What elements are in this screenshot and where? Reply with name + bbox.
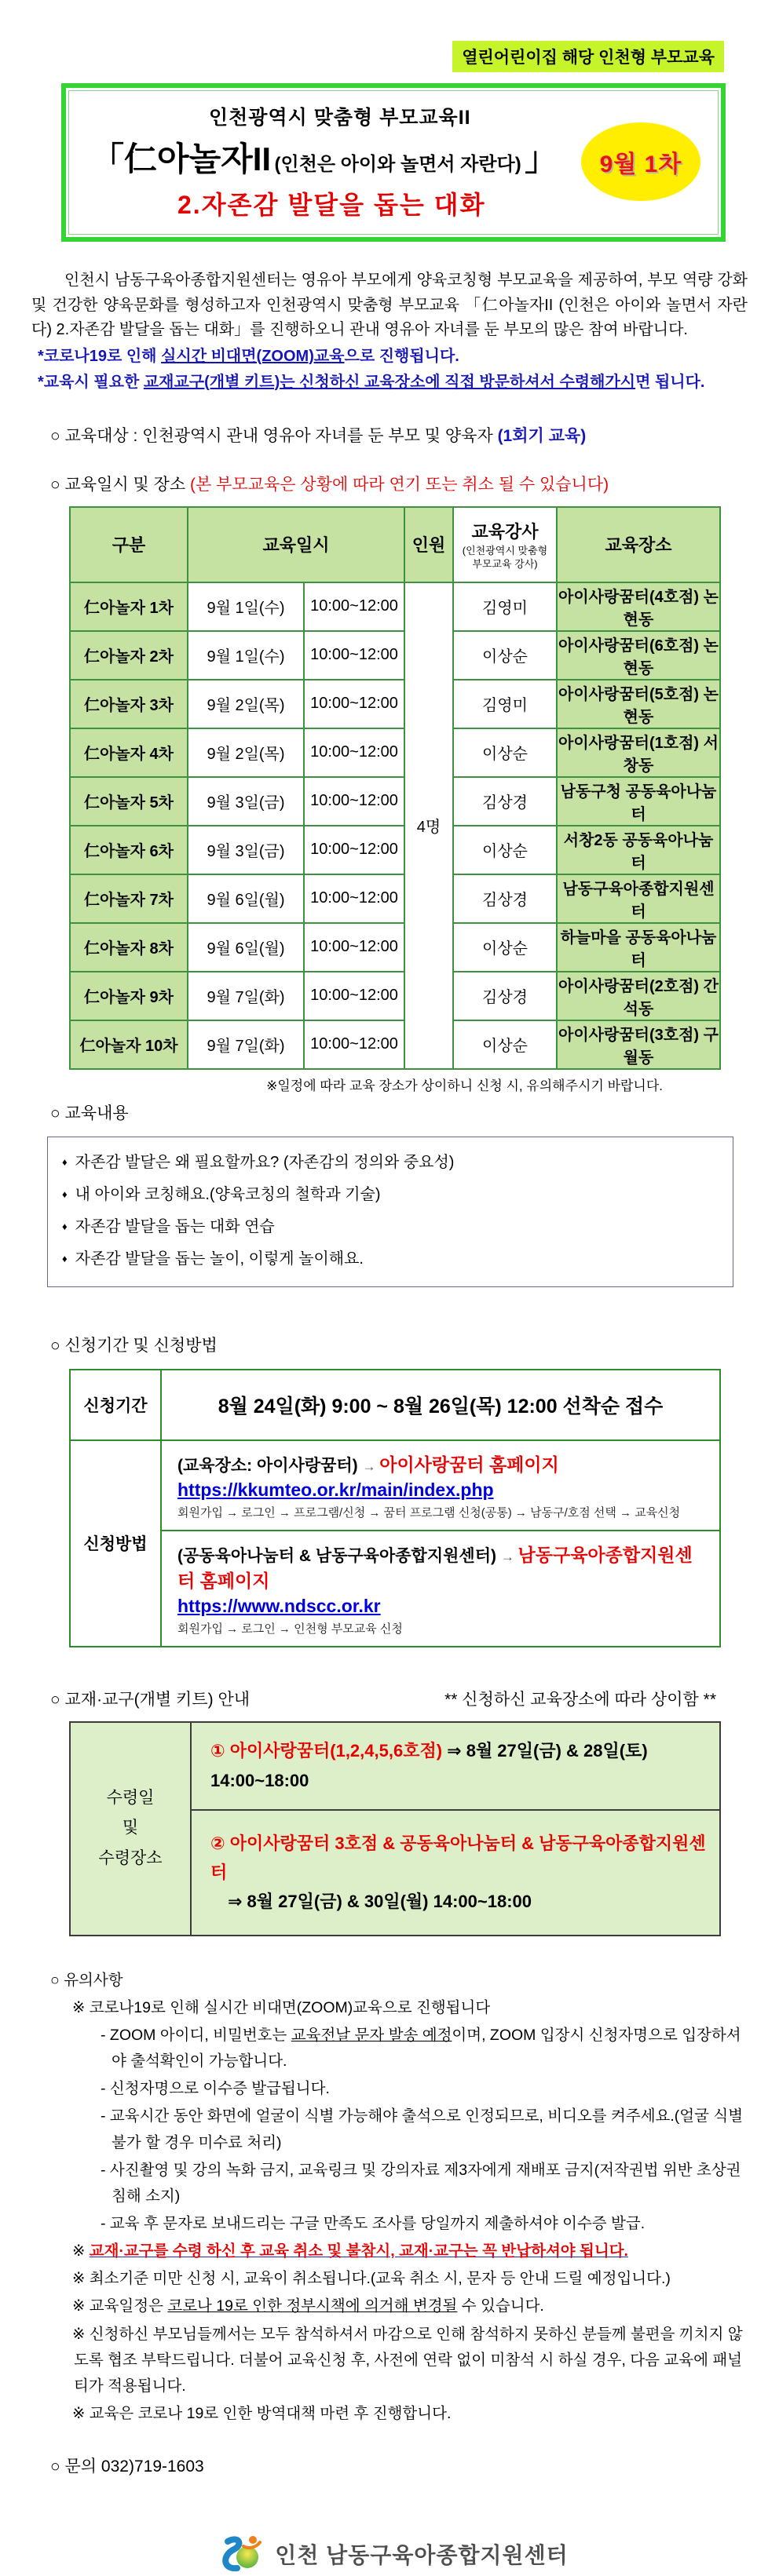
note-return-kit-text: 교재·교구를 수령 하신 후 교육 취소 및 불참시, 교재·교구는 꼭 반납하셔야 됩니다. <box>89 2242 628 2260</box>
schedule-row <box>70 874 720 923</box>
kit-heading-note: ** 신청하신 교육장소에 따라 상이함 ** <box>444 1690 716 1709</box>
place-cell: 아이사랑꿈터(3호점) 구월동 <box>557 1020 720 1069</box>
people-cell: 4명 <box>404 582 453 1069</box>
teacher-cell: 이상순 <box>453 728 557 777</box>
schedule-row <box>70 923 720 972</box>
content-item-text: 내 아이와 코칭해요.(양육코칭의 철학과 기술) <box>75 1185 381 1203</box>
place-cell: 아이사랑꿈터(4호점) 논현동 <box>557 582 720 631</box>
apply-heading: ○ 신청기간 및 신청방법 <box>50 1336 218 1355</box>
time-cell: 10:00~12:00 <box>304 972 404 1020</box>
date-cell: 9월 1일(수) <box>188 582 304 631</box>
note-subitem-post: 이며, ZOOM 입장시 신청자명으로 입장하셔야 출석확인이 가능합니다. <box>112 2027 741 2071</box>
method-2-line <box>177 1541 707 1593</box>
schedule-footnote: ※일정에 따라 교육 장소가 상이하니 신청 시, 유의해주시기 바랍니다. <box>266 1078 663 1093</box>
schedule-heading <box>50 472 748 495</box>
col-gubun: 구분 <box>70 507 188 582</box>
schedule-row <box>70 680 720 728</box>
schedule-row <box>70 582 720 631</box>
zoom-notice-prefix: *코로나19로 인해 <box>38 347 162 365</box>
session-cell: 仁아놀자 2차 <box>70 631 188 680</box>
time-cell: 10:00~12:00 <box>304 631 404 680</box>
time-cell: 10:00~12:00 <box>304 874 404 923</box>
date-cell: 9월 6일(월) <box>188 923 304 972</box>
note-subitem: - 사진촬영 및 강의 녹화 금지, 교육링크 및 강의자료 제3자에게 재배포 금지(저작권법 위반 초상권 침해 소지) <box>101 2161 741 2205</box>
place-cell: 남동구육아종합지원센터 <box>557 874 720 923</box>
kit-row-1-black: ⇒ 8월 27일(금) & 28일(토) 14:00~18:00 <box>210 1741 648 1790</box>
program-title <box>91 133 569 181</box>
session-cell: 仁아놀자 9차 <box>70 972 188 1020</box>
note-item-return-kit <box>50 2238 748 2264</box>
kit-heading: ○ 교재·교구(개별 키트) 안내 <box>50 1690 251 1709</box>
kit-row-1 <box>70 1722 720 1810</box>
kit-row-2-red: ② 아이사랑꿈터 3호점 & 공동육아나눔터 & 남동구육아종합지원센터 <box>210 1833 706 1883</box>
kit-row-2-black: ⇒ 8월 27일(금) & 30일(월) 14:00~18:00 <box>228 1892 532 1912</box>
content-item <box>62 1147 719 1179</box>
footer-org-name: 인천 남동구육아종합지원센터 <box>275 2543 569 2568</box>
notes-heading: ○ 유의사항 <box>50 1971 123 1989</box>
place-cell: 하늘마을 공동육아나눔터 <box>557 923 720 972</box>
place-cell: 아이사랑꿈터(2호점) 간석동 <box>557 972 720 1020</box>
content-item-text: 자존감 발달을 돕는 놀이, 이렇게 놀이해요. <box>75 1250 364 1268</box>
arrow-icon: → <box>500 1549 518 1564</box>
place-cell: 아이사랑꿈터(6호점) 논현동 <box>557 631 720 680</box>
teacher-cell: 김상경 <box>453 874 557 923</box>
method-2-cell <box>161 1531 720 1647</box>
schedule-row <box>70 728 720 777</box>
note-item-underline: 코로나 19로 인한 정부시책에 의거해 변경될 <box>167 2297 458 2315</box>
kit-notice-underline: 교재교구(개별 키트)는 신청하신 교육장소에 직접 방문하셔서 수령해가시 <box>143 373 636 391</box>
bullet-icon: ♦ <box>62 1188 68 1200</box>
col-teacher-sub1: (인천광역시 맞춤형 <box>462 544 548 556</box>
month-badge-label: 9월 1차 <box>599 151 682 177</box>
note-subitem: - 교육시간 동안 화면에 얼굴이 식별 가능해야 출석으로 인정되므로, 비디오를 켜주세요.(얼굴 식별 불가 할 경우 미수료 처리) <box>101 2107 744 2151</box>
teacher-cell: 이상순 <box>453 1020 557 1069</box>
schedule-heading-note: (본 부모교육은 상황에 따라 연기 또는 취소 될 수 있습니다) <box>190 475 609 494</box>
teacher-cell: 김영미 <box>453 582 557 631</box>
notes-section <box>50 1968 748 2427</box>
method-1-prefix: (교육장소: 아이사랑꿈터) <box>177 1456 363 1475</box>
kit-notice-prefix: *교육시 필요한 <box>38 373 144 391</box>
note-subitem-pre: - ZOOM 아이디, 비밀번호는 <box>101 2027 291 2045</box>
bullet-icon: ♦ <box>62 1155 68 1168</box>
method-label: 신청방법 <box>70 1440 161 1647</box>
time-cell: 10:00~12:00 <box>304 680 404 728</box>
session-cell: 仁아놀자 6차 <box>70 826 188 874</box>
kit-table <box>69 1721 721 1936</box>
program-title-paren: (인천은 아이와 놀면서 자란다) <box>274 154 521 175</box>
teacher-cell: 김상경 <box>453 972 557 1020</box>
banner-label: 열린어린이집 해당 인천형 부모교육 <box>452 41 724 72</box>
session-topic: 2.자존감 발달을 돕는 대화 <box>177 191 486 219</box>
schedule-heading-text: ○ 교육일시 및 장소 <box>50 475 191 494</box>
kit-heading-row <box>50 1687 748 1710</box>
teacher-cell: 김영미 <box>453 680 557 728</box>
target-text: ○ 교육대상 : 인천광역시 관내 영유아 자녀를 둔 부모 및 양육자 <box>50 426 498 445</box>
teacher-cell: 이상순 <box>453 826 557 874</box>
date-cell: 9월 2일(목) <box>188 728 304 777</box>
apply-method-row-2 <box>70 1531 720 1647</box>
col-teacher-main: 교육강사 <box>471 521 539 542</box>
zoom-notice <box>38 345 748 369</box>
date-cell: 9월 3일(금) <box>188 777 304 826</box>
kit-row-2-cell <box>191 1810 720 1936</box>
kit-notice-suffix: 면 됩니다. <box>635 373 705 391</box>
kit-label-line: 수령일 <box>106 1788 155 1807</box>
note-subitem-underline: 교육전날 문자 발송 예정 <box>291 2027 452 2045</box>
method-1-steps: 회원가입 → 로그인 → 프로그램/신청 → 꿈터 프로그램 신청(공통) → 남동구/호점 선택 → 교육신청 <box>177 1505 681 1520</box>
schedule-row <box>70 631 720 680</box>
bullet-icon: ♦ <box>62 1220 68 1232</box>
kit-label-line: 수령장소 <box>98 1849 163 1868</box>
session-cell: 仁아놀자 7차 <box>70 874 188 923</box>
note-item: ※ 최소기준 미만 신청 시, 교육이 취소됩니다.(교육 취소 시, 문자 등 안내 드릴 예정입니다.) <box>72 2270 671 2288</box>
month-badge <box>581 122 700 201</box>
content-item <box>62 1243 719 1275</box>
col-datetime: 교육일시 <box>188 507 404 582</box>
bullet-icon: ♦ <box>62 1252 68 1264</box>
time-cell: 10:00~12:00 <box>304 923 404 972</box>
time-cell: 10:00~12:00 <box>304 777 404 826</box>
note-item: ※ 교육은 코로나 19로 인한 방역대책 마련 후 진행합니다. <box>72 2405 452 2423</box>
col-place: 교육장소 <box>557 507 720 582</box>
kit-label-line: 및 <box>122 1819 139 1837</box>
method-1-cell <box>161 1440 720 1531</box>
period-value: 8월 24일(화) 9:00 ~ 8월 26일(목) 12:00 선착순 접수 <box>161 1370 720 1440</box>
zoom-notice-underline: 실시간 비대면(ZOOM)교육 <box>161 347 345 365</box>
kkumteo-link[interactable]: https://kkumteo.or.kr/main/index.php <box>177 1479 494 1500</box>
method-2-steps: 회원가입 → 로그인 → 인천형 부모교육 신청 <box>177 1622 403 1636</box>
title-box <box>61 83 726 242</box>
content-item <box>62 1211 719 1243</box>
ndscc-link[interactable]: https://www.ndscc.or.kr <box>177 1595 381 1616</box>
place-cell: 아이사랑꿈터(1호점) 서창동 <box>557 728 720 777</box>
time-cell: 10:00~12:00 <box>304 728 404 777</box>
date-cell: 9월 3일(금) <box>188 826 304 874</box>
contact-line: ○ 문의 032)719-1603 <box>50 2457 204 2476</box>
schedule-header-row <box>70 507 720 582</box>
note-subitem <box>50 2023 748 2074</box>
period-label: 신청기간 <box>70 1370 161 1440</box>
session-cell: 仁아놀자 8차 <box>70 923 188 972</box>
arrow-icon: → <box>362 1458 380 1474</box>
note-subitem: - 신청자명으로 이수증 발급됩니다. <box>101 2080 330 2098</box>
note-item-pre: ※ 교육일정은 <box>72 2297 168 2315</box>
method-1-site: 아이사랑꿈터 홈페이지 <box>379 1454 559 1475</box>
note-item <box>50 2293 748 2319</box>
schedule-row <box>70 972 720 1020</box>
apply-period-row <box>70 1370 720 1440</box>
place-cell: 아이사랑꿈터(5호점) 논현동 <box>557 680 720 728</box>
kit-row-1-red: ① 아이사랑꿈터(1,2,4,5,6호점) <box>210 1741 443 1761</box>
session-cell: 仁아놀자 4차 <box>70 728 188 777</box>
kit-notice <box>38 370 748 395</box>
session-cell: 仁아놀자 1차 <box>70 582 188 631</box>
place-cell: 서창2동 공동육아나눔터 <box>557 826 720 874</box>
kit-label <box>70 1722 191 1936</box>
intro-text: 인천시 남동구육아종합지원센터는 영유아 부모에게 양육코칭형 부모교육을 제공하여, 부모 역량 강화 및 건강한 양육문화를 형성하고자 인천광역시 맞춤형 부모교육 「仁아놀자II (인천은 아이와 놀면서 자란다) 2.자존감 발달을 돕는 대화」를 진행하오니 관내 영유아 자녀를 둔 부모의 많은 참여 바랍니다. <box>31 272 748 339</box>
teacher-cell: 이상순 <box>453 631 557 680</box>
place-cell: 남동구청 공동육아나눔터 <box>557 777 720 826</box>
target-highlight: (1회기 교육) <box>497 426 587 445</box>
teacher-cell: 김상경 <box>453 777 557 826</box>
time-cell: 10:00~12:00 <box>304 826 404 874</box>
target-line <box>50 423 748 447</box>
content-item <box>62 1179 719 1211</box>
footer <box>0 2532 779 2576</box>
schedule-row <box>70 777 720 826</box>
session-cell: 仁아놀자 10차 <box>70 1020 188 1069</box>
note-subitem: - 교육 후 문자로 보내드리는 구글 만족도 조사를 당일까지 제출하셔야 이수증 발급. <box>101 2215 646 2233</box>
teacher-cell: 이상순 <box>453 923 557 972</box>
program-subtitle: 인천광역시 맞춤형 부모교육II <box>209 107 471 129</box>
apply-method-row-1 <box>70 1440 720 1531</box>
center-logo-icon <box>210 2532 267 2576</box>
col-people: 인원 <box>404 507 453 582</box>
method-1-line <box>177 1450 707 1476</box>
date-cell: 9월 6일(월) <box>188 874 304 923</box>
program-title-close: 」 <box>525 140 558 177</box>
schedule-row <box>70 1020 720 1069</box>
intro-paragraph <box>31 268 748 343</box>
program-title-main: 「仁아놀자II <box>91 140 272 177</box>
content-box <box>47 1137 733 1287</box>
zoom-notice-suffix: 으로 진행됩니다. <box>344 347 459 365</box>
note-item: ※ 신청하신 부모님들께서는 모두 참석하셔서 마감으로 인해 참석하지 못하신 분들께 불편을 끼치지 않도록 협조 부탁드립니다. 더불어 교육신청 후, 사전에 연락 없이 미참석 시 하실 경우, 다음 교육에 패널티가 적용됩니다. <box>72 2325 743 2395</box>
banner-row <box>0 0 779 72</box>
session-cell: 仁아놀자 5차 <box>70 777 188 826</box>
content-item-text: 자존감 발달은 왜 필요할까요? (자존감의 정의와 중요성) <box>75 1153 455 1171</box>
apply-table <box>69 1369 721 1647</box>
session-cell: 仁아놀자 3차 <box>70 680 188 728</box>
schedule-table <box>69 506 721 1070</box>
content-heading: ○ 교육내용 <box>50 1104 129 1122</box>
date-cell: 9월 1일(수) <box>188 631 304 680</box>
note-item-post: 수 있습니다. <box>457 2297 544 2315</box>
date-cell: 9월 7일(화) <box>188 972 304 1020</box>
time-cell: 10:00~12:00 <box>304 1020 404 1069</box>
kit-row-1-cell <box>191 1722 720 1810</box>
schedule-row <box>70 826 720 874</box>
date-cell: 9월 2일(목) <box>188 680 304 728</box>
date-cell: 9월 7일(화) <box>188 1020 304 1069</box>
time-cell: 10:00~12:00 <box>304 582 404 631</box>
note-marker: ※ <box>72 2242 90 2260</box>
col-teacher-sub2: 부모교육 강사) <box>472 558 538 571</box>
col-teacher <box>453 507 557 582</box>
method-2-prefix: (공동육아나눔터 & 남동구육아종합지원센터) <box>177 1546 501 1565</box>
method-2-site: 남동구육아종합지원센터 홈페이지 <box>177 1544 693 1591</box>
content-item-text: 자존감 발달을 돕는 대화 연습 <box>75 1217 275 1235</box>
title-box-inner <box>68 90 719 235</box>
note-item: ※ 코로나19로 인해 실시간 비대면(ZOOM)교육으로 진행됩니다 <box>72 1998 491 2016</box>
